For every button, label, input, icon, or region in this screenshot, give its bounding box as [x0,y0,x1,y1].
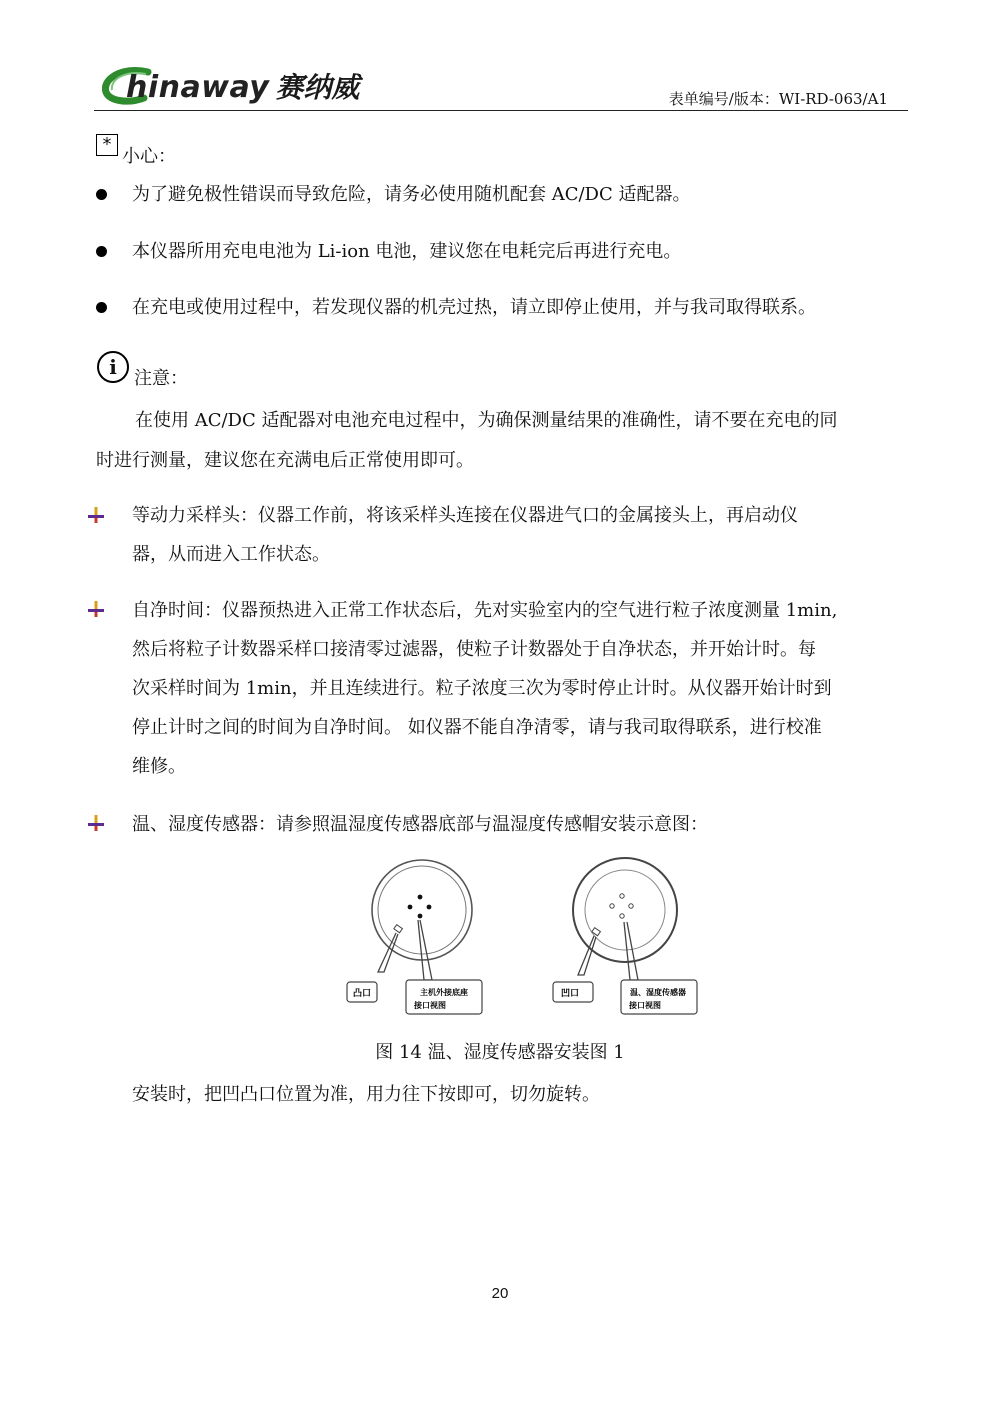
bullet-dot-icon [96,189,107,200]
company-logo [100,64,370,108]
caution-asterisk-icon: * [96,134,118,156]
note-title: 注意： [134,368,188,389]
section-text: 自净时间：仪器预热进入正常工作状态后，先对实验室内的空气进行粒子浓度测量 1min, [132,600,838,621]
label-sensor-view: 温、湿度传感器 [630,988,686,997]
install-note: 安装时，把凹凸口位置为准，用力往下按即可，切勿旋转。 [132,1084,600,1105]
logo-text: hinaway [126,70,270,105]
section-text: 等动力采样头：仪器工作前，将该采样头连接在仪器进气口的金属接头上，再启动仪 [132,505,798,526]
label-sensor-view: 接口视图 [629,1001,661,1010]
page-number: 20 [491,1285,509,1302]
arrow-bullet-icon [88,815,104,831]
section-text: 维修。 [132,756,186,777]
label-base-view: 主机外接底座 [420,988,468,997]
caution-item: 本仪器所用充电电池为 Li-ion 电池，建议您在电耗完后再进行充电。 [132,241,682,262]
bullet-dot-icon [96,246,107,257]
bullet-dot-icon [96,302,107,313]
arrow-bullet-icon [88,507,104,523]
section-text: 然后将粒子计数器采样口接清零过滤器，使粒子计数器处于自净状态，并开始计时。每 [132,639,816,660]
arrow-bullet-icon [88,601,104,617]
sensor-installation-figure [340,850,710,1025]
section-text: 温、湿度传感器：请参照温湿度传感器底部与温湿度传感帽安装示意图： [132,814,708,835]
caution-title: 小心： [122,146,176,167]
note-text: 在使用 AC/DC 适配器对电池充电过程中，为确保测量结果的准确性，请不要在充电的同 [135,410,838,431]
caution-item: 在充电或使用过程中，若发现仪器的机壳过热，请立即停止使用，并与我司取得联系。 [132,297,816,318]
logo-cn-text: 赛纳威 [275,71,360,104]
note-text: 时进行测量，建议您在充满电后正常使用即可。 [96,450,474,471]
header-divider [94,110,908,111]
section-text: 次采样时间为 1min，并且连续进行。粒子浓度三次为零时停止计时。从仪器开始计时到 [132,678,832,699]
info-icon: i [97,351,129,383]
section-text: 停止计时之间的时间为自净时间。 如仪器不能自净清零，请与我司取得联系，进行校准 [132,717,822,738]
label-convex: 凸口 [352,989,372,999]
document-code: 表单编号/版本：WI-RD-063/A1 [668,90,888,108]
caution-item: 为了避免极性错误而导致危险，请务必使用随机配套 AC/DC 适配器。 [132,184,691,205]
figure-caption: 图 14 温、湿度传感器安装图 1 [375,1042,625,1063]
section-text: 器，从而进入工作状态。 [132,544,330,565]
label-concave: 凹口 [560,989,580,999]
label-base-view: 接口视图 [414,1001,446,1010]
